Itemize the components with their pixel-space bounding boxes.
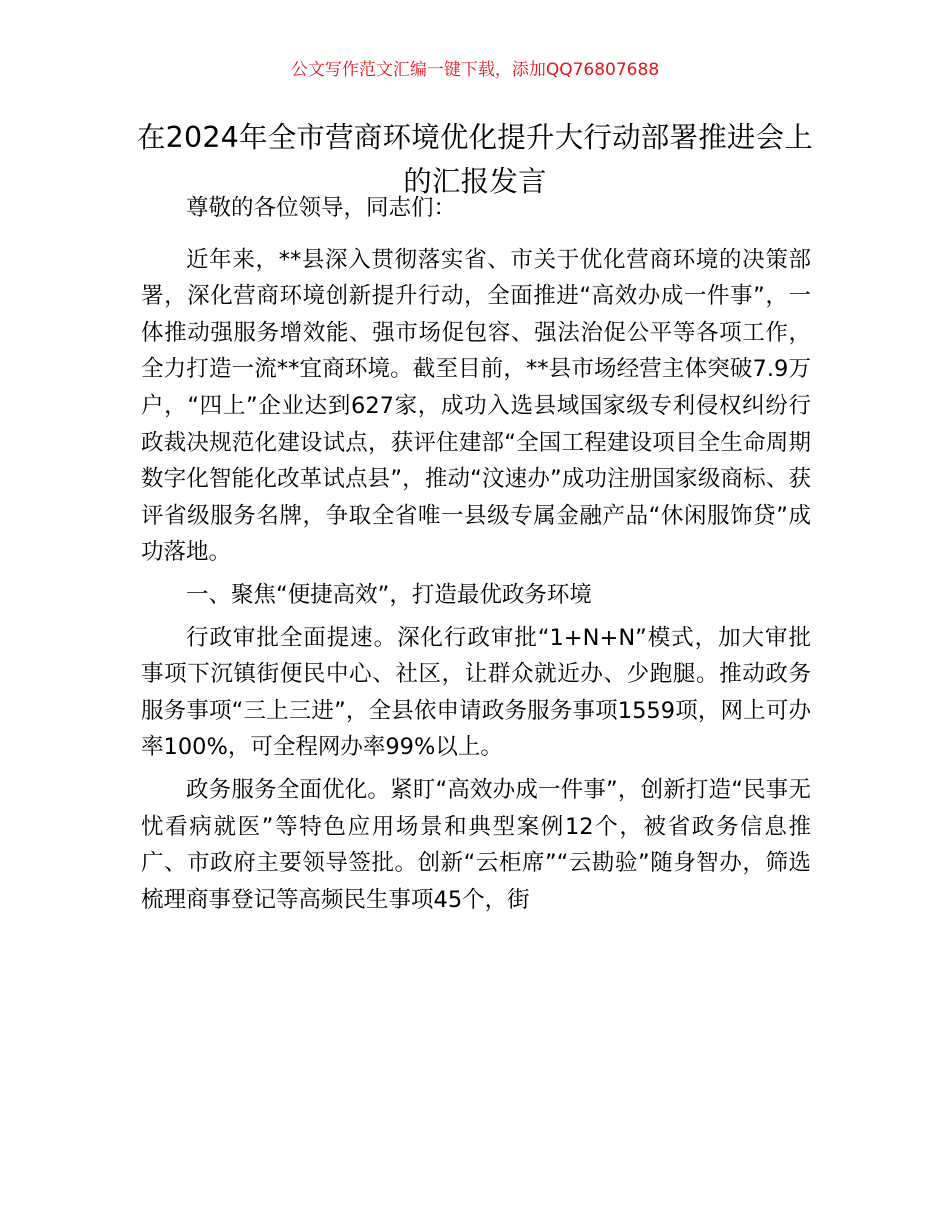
paragraph-approval: 行政审批全面提速。深化行政审批“1+N+N”模式，加大审批事项下沉镇街便民中心、社区，让群众就近办、少跑腿。推动政务服务事项“三上三进”，全县依申请政务服务事项1559项，网上可办率100%，可全程网办率99%以上。 xyxy=(141,624,811,761)
document-body xyxy=(141,190,811,924)
watermark-banner: 公文写作范文汇编一键下载，添加QQ76807688 xyxy=(290,60,660,80)
paragraph-service: 政务服务全面优化。紧盯“高效办成一件事”，创新打造“民事无忧看病就医”等特色应用场景和典型案例12个，被省政务信息推广、市政府主要领导签批。创新“云柜席”“云勘验”随身智办，筛选梳理商事登记等高频民生事项45个，街 xyxy=(141,776,811,913)
document-title: 在2024年全市营商环境优化提升大行动部署推进会上的汇报发言 xyxy=(136,121,814,198)
salutation: 尊敬的各位领导，同志们： xyxy=(186,195,457,221)
paragraph-intro: 近年来，**县深入贯彻落实省、市关于优化营商环境的决策部署，深化营商环境创新提升行动，全面推进“高效办成一件事”，一体推动强服务增效能、强市场促包容、强法治促公平等各项工作，全力打造一流**宜商环境。截至目前，**县市场经营主体突破7.9万户，“四上”企业达到627家，成功入选县域国家级专利侵权纠纷行政裁决规范化建设试点，获评住建部“全国工程建设项目全生命周期数字化智能化改革试点县”，推动“汶速办”成功注册国家级商标、获评省级服务名牌，争取全省唯一县级专属金融产品“休闲服饰贷”成功落地。 xyxy=(141,246,811,566)
section-heading: 一、聚焦“便捷高效”，打造最优政务环境 xyxy=(186,581,592,608)
